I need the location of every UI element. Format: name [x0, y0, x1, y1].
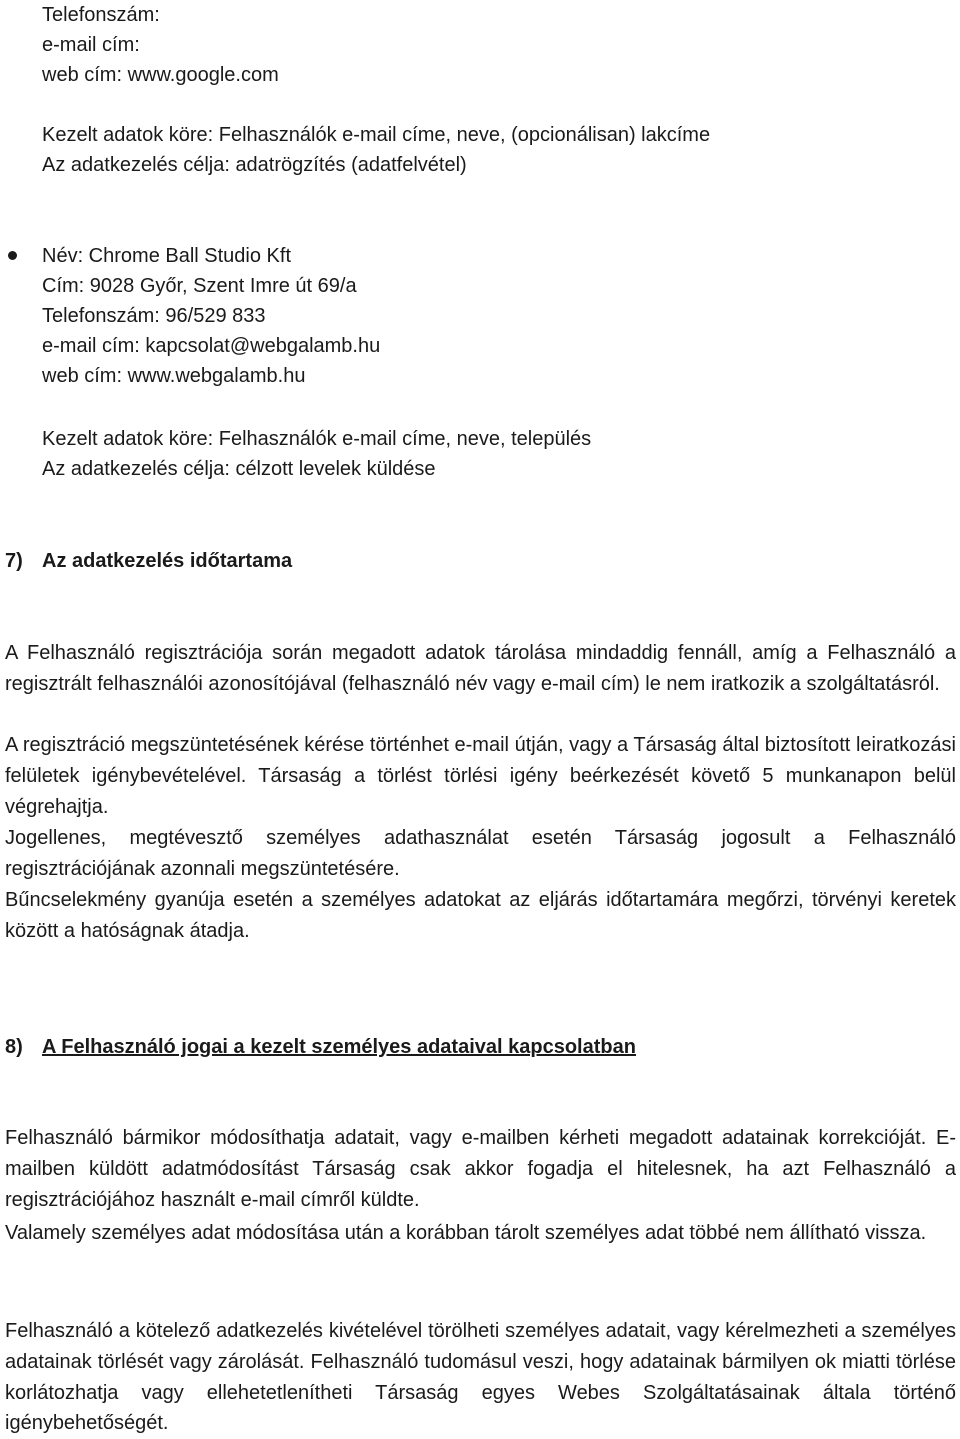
contact1-data-scope: Kezelt adatok köre: Felhasználók e-mail címe, neve, (opcionálisan) lakcíme [42, 124, 711, 146]
contact2-purpose: Az adatkezelés célja: célzott levelek küldése [42, 458, 436, 480]
section8-paragraph-2: Valamely személyes adat módosítása után a korábban tárolt személyes adat többé nem állítható vissza. [5, 1222, 927, 1244]
section7-paragraph-4: Bűncselekmény gyanúja esetén a személyes adatokat az eljárás időtartamára megőrzi, törvényi keretek között a hatóságnak átadja. [5, 889, 956, 942]
contact1-email: e-mail cím: [42, 34, 140, 56]
contact1-web: web cím: www.google.com [42, 64, 279, 86]
section8-heading [5, 1032, 636, 1062]
contact2-data-scope: Kezelt adatok köre: Felhasználók e-mail címe, neve, település [42, 428, 592, 450]
section8-paragraph-3: Felhasználó a kötelező adatkezelés kivételével törölheti személyes adatait, vagy kérelmezheti a személyes adatainak törlését vagy zárolását. Felhasználó tudomásul veszi, hogy adatainak bármilyen ok miatti törlése korlátozhatja vagy ellehetetlenítheti Társaság egyes Webes Szolgáltatásainak általa történő igénybehetőségét. [5, 1320, 956, 1435]
section7-paragraph-1: A Felhasználó regisztrációja során megadott adatok tárolása mindaddig fennáll, amíg a Felhasználó a regisztrált felhasználói azonosítójával (felhasználó név vagy e-mail cím) le nem iratkozik a szolgáltatásról. [5, 642, 956, 695]
bullet-icon [8, 251, 17, 260]
section7-paragraph-3: Jogellenes, megtévesztő személyes adathasználat esetén Társaság jogosult a Felhasználó regisztrációjának azonnali megszüntetésére. [5, 827, 956, 880]
section7-paragraph-2: A regisztráció megszüntetésének kérése történhet e-mail útján, vagy a Társaság által biztosított leiratkozási felületek igénybevételével. Társaság a törlést törlési igény beérkezését követő 5 munkanapon belül végrehajtja. [5, 734, 956, 818]
contact1-purpose: Az adatkezelés célja: adatrögzítés (adatfelvétel) [42, 154, 467, 176]
section7-number: 7) [5, 550, 23, 572]
contact2-address: Cím: 9028 Győr, Szent Imre út 69/a [42, 275, 357, 297]
contact2-phone: Telefonszám: 96/529 833 [42, 305, 266, 327]
section8-title: A Felhasználó jogai a kezelt személyes adataival kapcsolatban [42, 1036, 636, 1058]
contact2-web: web cím: www.webgalamb.hu [42, 365, 306, 387]
section8-number: 8) [5, 1036, 23, 1058]
section7-title: Az adatkezelés időtartama [42, 550, 293, 572]
section7-heading [5, 546, 292, 576]
contact2-email: e-mail cím: kapcsolat@webgalamb.hu [42, 335, 381, 357]
contact2-name: Név: Chrome Ball Studio Kft [42, 245, 291, 267]
section8-paragraph-1: Felhasználó bármikor módosíthatja adatait, vagy e-mailben kérheti megadott adatainak korrekcióját. E-mailben küldött adatmódosítást Társaság csak akkor fogadja el hitelesnek, ha azt Felhasználó a regisztrációjához használt e-mail címről küldte. [5, 1127, 956, 1211]
contact1-phone: Telefonszám: [42, 4, 160, 26]
